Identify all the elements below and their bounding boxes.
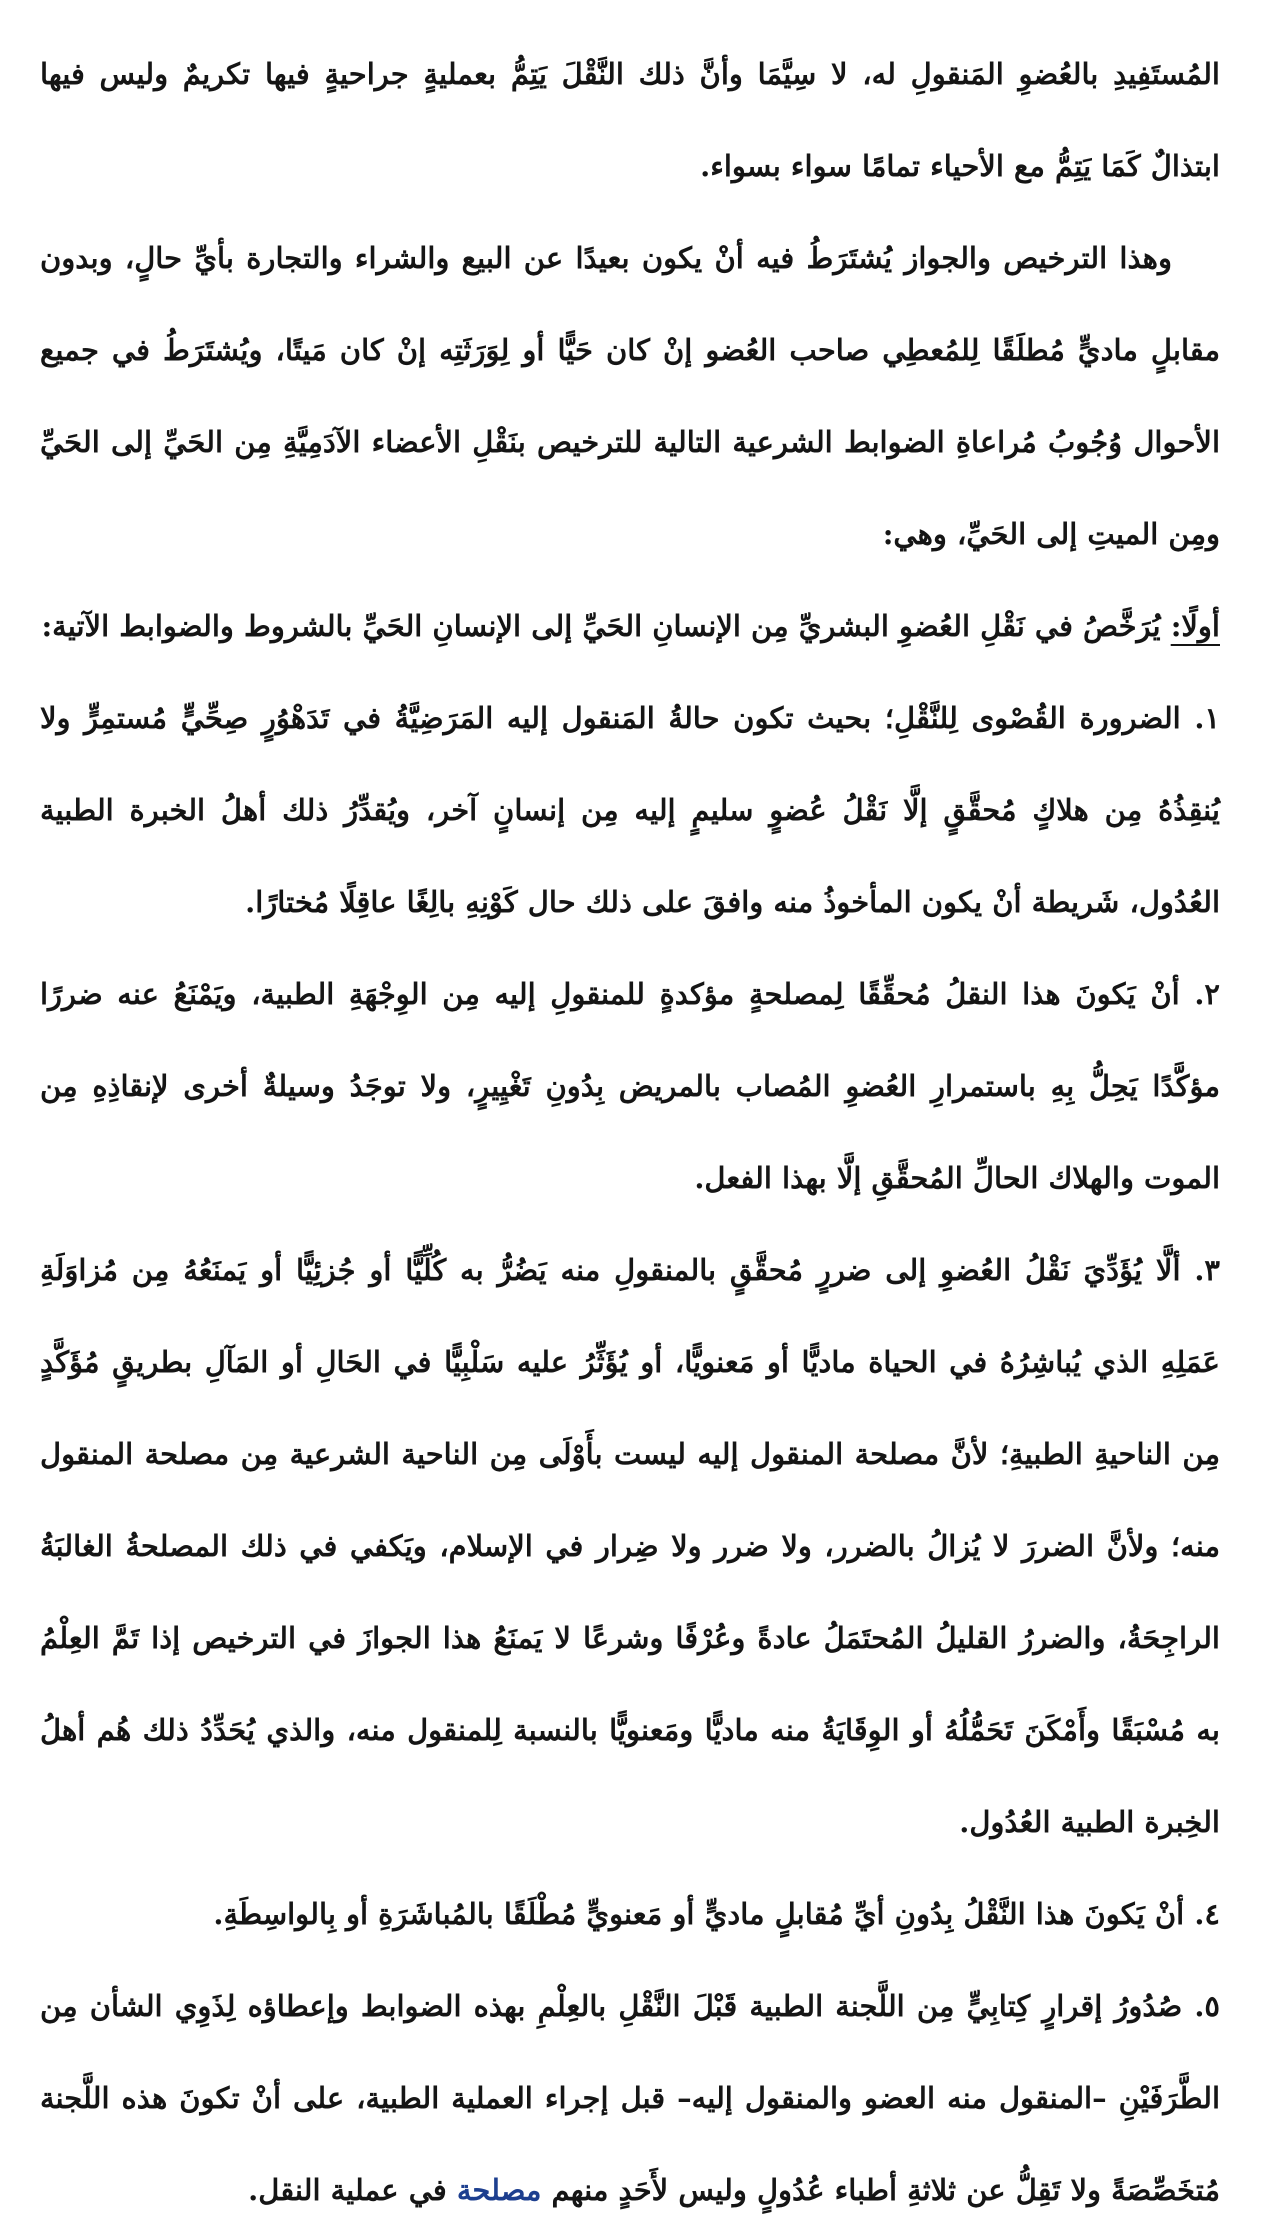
section-one-label: أولًا: — [1170, 609, 1220, 643]
section-one-text: يُرَخَّصُ في نَقْلِ العُضوِ البشريِّ مِن الإنسانِ الحَيِّ إلى الإنسانِ الحَيِّ بالشروط والضوابط الآتية: — [41, 609, 1171, 643]
numbered-item-4: ٤. أنْ يَكونَ هذا النَّقْلُ بِدُونِ أيِّ مُقابلٍ ماديٍّ أو مَعنويٍّ مُطْلَقًا بالمُباشَرَةِ أو بِالواسِطَةِ. — [213, 1897, 1220, 1931]
item-five-text-after: في عملية النقل. — [248, 2173, 457, 2207]
item-five-text-before: ٥. صُدُورُ إقرارٍ كِتابِيٍّ مِن اللَّجنة الطبية قَبْلَ النَّقْلِ بالعِلْمِ بهذه الضوابط وإعطاؤه لِذَوِي الشأن مِن الطَّرَفَيْنِ –المنقول منه العضو والمنقول إليه– قبل إجراء العملية الطبية، على أنْ تكونَ هذه اللَّجنة مُتخَصِّصَةً ولا تَقِلُّ عن ثلاثةِ أطباء عُدُولٍ وليس لأَحَدٍ منهم — [40, 1989, 1220, 2207]
paragraph-conditions-intro: وهذا الترخيص والجواز يُشتَرَطُ فيه أنْ يكون بعيدًا عن البيع والشراء والتجارة بأيِّ حالٍ، وبدون مقابلٍ ماديٍّ مُطلَقًا لِلمُعطِي صاحب العُضو إنْ كان حَيًّا أو لِوَرَثَتِه إنْ كان مَيتًا، ويُشتَرَطُ في جميع الأحوال وُجُوبُ مُراعاةِ الضوابط الشرعية التالية للترخيص بنَقْلِ الأعضاء الآدَمِيَّةِ مِن الحَيِّ إلى الحَيِّ ومِن الميتِ إلى الحَيِّ، وهي: — [40, 241, 1220, 551]
numbered-item-2: ٢. أنْ يَكونَ هذا النقلُ مُحقِّقًا لِمصلحةٍ مؤكدةٍ للمنقولِ إليه مِن الوِجْهَةِ الطبية، ويَمْنَعُ عنه ضررًا مؤكَّدًا يَحِلُّ بِهِ باستمرارِ العُضوِ المُصاب بالمريض بِدُونِ تَغْيِيرٍ، ولا توجَدُ وسيلةٌ أخرى لإنقاذِهِ مِن الموت والهلاك الحالِّ المُحقَّقِ إلَّا بهذا الفعل. — [40, 977, 1220, 1195]
document-page — [40, 28, 1220, 2236]
numbered-item-5 — [40, 1960, 1220, 2236]
numbered-item-3: ٣. ألَّا يُؤَدِّيَ نَقْلُ العُضوِ إلى ضررٍ مُحقَّقٍ بالمنقولِ منه يَضُرُّ به كُلِّيًّا أو جُزئِيًّا أو يَمنَعُهُ مِن مُزاوَلَةِ عَمَلِهِ الذي يُباشِرُهُ في الحياة ماديًّا أو مَعنويًّا، أو يُؤَثِّرُ عليه سَلْبِيًّا في الحَالِ أو المَآلِ بطريقٍ مُؤَكَّدٍ مِن الناحيةِ الطبيةِ؛ لأنَّ مصلحة المنقول إليه ليست بأَوْلَى مِن الناحية الشرعية مِن مصلحة المنقول منه؛ ولأنَّ الضررَ لا يُزالُ بالضرر، ولا ضرر ولا ضِرار في الإسلام، ويَكفي في ذلك المصلحةُ الغالبَةُ الراجِحَةُ، والضررُ القليلُ المُحتَمَلُ عادةً وعُرْفًا وشرعًا لا يَمنَعُ هذا الجوازَ في الترخيص إذا تَمَّ العِلْمُ به مُسْبَقًا وأَمْكَنَ تَحَمُّلُهُ أو الوِقَايَةُ منه ماديًّا ومَعنويًّا بالنسبة لِلمنقول منه، والذي يُحَدِّدُ ذلك هُم أهلُ الخِبرة الطبية العُدُول. — [40, 1253, 1220, 1839]
paragraph-continuation: المُستَفِيدِ بالعُضوِ المَنقولِ له، لا سِيَّمَا وأنَّ ذلك النَّقْلَ يَتِمُّ بعمليةٍ جراحيةٍ فيها تكريمٌ وليس فيها ابتذالٌ كَمَا يَتِمُّ مع الأحياء تمامًا سواء بسواء. — [40, 57, 1220, 183]
section-one-paragraph — [40, 580, 1220, 672]
item-five-blue-word: مصلحة — [456, 2173, 542, 2207]
numbered-item-1: ١. الضرورة القُصْوى لِلنَّقْلِ؛ بحيث تكون حالةُ المَنقول إليه المَرَضِيَّةُ في تَدَهْوُرٍ صِحِّيٍّ مُستمِرٍّ ولا يُنقِذُهُ مِن هلاكٍ مُحقَّقٍ إلَّا نَقْلُ عُضوٍ سليمٍ إليه مِن إنسانٍ آخر، ويُقدِّرُ ذلك أهلُ الخبرة الطبية العُدُول، شَريطة أنْ يكون المأخوذُ منه وافقَ على ذلك حال كَوْنِهِ بالِغًا عاقِلًا مُختارًا. — [40, 701, 1220, 919]
